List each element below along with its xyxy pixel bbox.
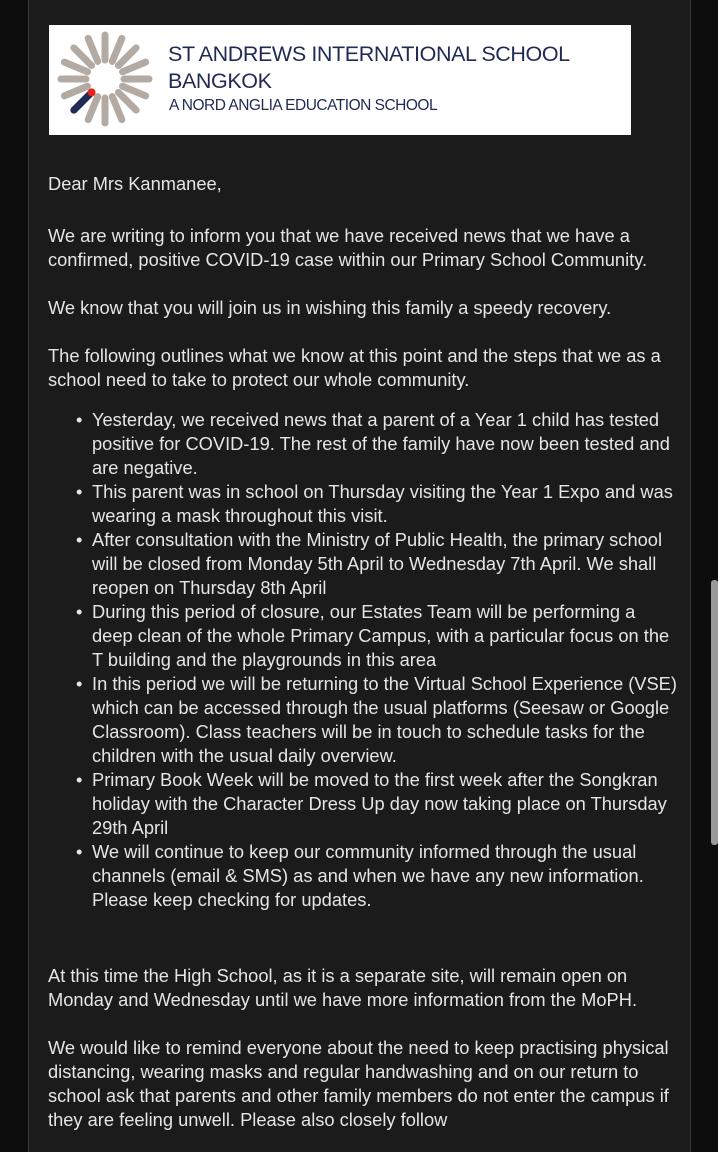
list-item: • We will continue to keep our community informed through the usual channels (email & SMS) as and when we have any new information. Please keep checking for updates.: [92, 840, 678, 912]
list-item: • After consultation with the Ministry of Public Health, the primary school will be closed from Monday 5th April to Wednesday 7th April. We shall reopen on Thursday 8th April: [92, 528, 678, 600]
list-item: • During this period of closure, our Estates Team will be performing a deep clean of the whole Primary Campus, with a particular focus on the T building and the playgrounds in this area: [92, 600, 678, 672]
list-item: • This parent was in school on Thursday visiting the Year 1 Expo and was wearing a mask throughout this visit.: [92, 480, 678, 528]
paragraph-high-school: At this time the High School, as it is a separate site, will remain open on Monday and Wednesday until we have more information from the MoPH.: [48, 965, 638, 1010]
school-name: ST ANDREWS INTERNATIONAL SCHOOL BANGKOK: [168, 42, 570, 93]
paragraph-intro: We are writing to inform you that we have received news that we have a confirmed, positive COVID-19 case within our Primary School Community.: [48, 225, 648, 270]
paragraph-outline: The following outlines what we know at this point and the steps that we as a school need to take to protect our whole community.: [48, 345, 661, 390]
bullet-list: [48, 408, 678, 912]
school-banner: [49, 25, 631, 135]
paragraph-reminder: We would like to remind everyone about the need to keep practising physical distancing, wearing masks and regular handwashing and on our return to school ask that parents and other family members do not enter the campus if they are feeling unwell. Please also closely follow: [48, 1037, 669, 1130]
list-item: • Primary Book Week will be moved to the first week after the Songkran holiday with the Character Dress Up day now taking place on Thursday 29th April: [92, 768, 678, 840]
list-item: • In this period we will be returning to the Virtual School Experience (VSE) which can be accessed through the usual platforms (Seesaw or Google Classroom). Class teachers will be in touch to schedule tasks for the children with the usual daily overview.: [92, 672, 678, 768]
list-item: • Yesterday, we received news that a parent of a Year 1 child has tested positive for COVID-19. The rest of the family have now been tested and are negative.: [92, 408, 678, 480]
email-body: [28, 0, 691, 1152]
letter-body: [48, 172, 678, 1132]
paragraph-wishes: We know that you will join us in wishing this family a speedy recovery.: [48, 297, 612, 318]
school-tagline: A NORD ANGLIA EDUCATION SCHOOL: [169, 97, 438, 114]
greeting: Dear Mrs Kanmanee,: [48, 173, 222, 194]
scrollbar-thumb[interactable]: [711, 580, 718, 845]
sunburst-logo-icon: [55, 29, 155, 129]
